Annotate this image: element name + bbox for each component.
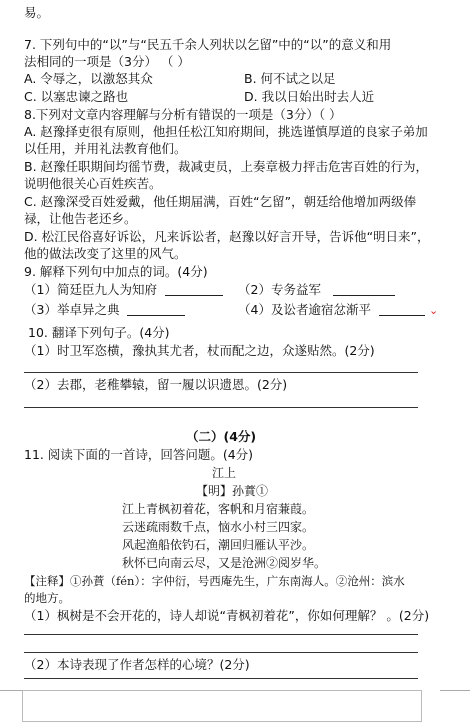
q11-stem: 11. 阅读下面的一首诗，回答问题。(4分) xyxy=(24,447,254,462)
q10-stem: 10. 翻译下列句子。(4分) xyxy=(28,325,170,340)
q7-option-a: A. 令辱之，以激怒其众 xyxy=(24,71,153,86)
q9-item-4 xyxy=(238,301,438,320)
answer-line[interactable] xyxy=(24,678,418,679)
q9-item-3 xyxy=(24,301,185,319)
q8-option-d-line2: 他的做法改变了这里的风气。 xyxy=(24,246,187,261)
poem-line-1: 江上青枫初着花，客帆和月宿蒹葭。 xyxy=(122,502,315,516)
q10-item-2: （2）去郡，老稚攀辕，留一履以识遗恩。(2分) xyxy=(24,377,288,392)
poem-line-4: 秋怀已向南云尽，又是沧洲②阅岁华。 xyxy=(122,556,327,570)
answer-line[interactable] xyxy=(24,652,418,653)
annotation-line-1: 【注释】①孙蕡（fén）：字仲衍，号西庵先生，广东南海人。②沧州：滨水 xyxy=(24,574,405,588)
poem-author: 【明】孙蕡① xyxy=(196,484,269,498)
q9-stem: 9. 解释下列句中加点的词。(4分) xyxy=(24,264,208,279)
q8-option-a-line1: A. 赵豫择吏很有原则，他担任松江知府期间，挑选谨慎厚道的良家子弟加 xyxy=(24,124,428,139)
q8-option-b-line1: B. 赵豫任职期间均徭节费，裁减吏员，上奏章极力抨击危害百姓的行为， xyxy=(24,159,429,174)
q8-option-c-line1: C. 赵豫深受百姓爱戴，他任期届满，百姓“乞留”，朝廷给他增加两级俸 xyxy=(24,194,417,209)
answer-blank-3[interactable] xyxy=(127,303,185,316)
crop-mark-right xyxy=(440,690,470,691)
top-fragment: 易。 xyxy=(24,5,50,20)
q11-sub-1: （1）枫树是不会开花的，诗人却说“青枫初着花”，你如何理解？ 。(2分) xyxy=(24,608,430,623)
answer-blank-4[interactable] xyxy=(379,303,425,316)
poem-line-3: 风起渔船依钓石，潮回归雁认平沙。 xyxy=(122,538,315,552)
crop-mark-left xyxy=(0,690,22,691)
poem-line-2: 云迷疏雨数千点，恼水小村三四家。 xyxy=(122,520,315,534)
annotation-line-2: 的地方。 xyxy=(24,591,70,605)
q7-option-d: D. 我以日始出时去人近 xyxy=(244,89,375,104)
spellcheck-mark-icon: ⌄ xyxy=(428,304,439,317)
poem-title: 江上 xyxy=(212,466,237,480)
q7-option-c: C. 以塞忠谏之路也 xyxy=(24,89,129,104)
q9-item-2 xyxy=(238,281,395,299)
q8-option-a-line2: 以任用，并用礼法教育他们。 xyxy=(24,141,187,156)
answer-blank-1[interactable] xyxy=(165,283,223,296)
q9-item-2-text: （2）专务益军 xyxy=(238,282,321,297)
q9-item-4-text: （4）及讼者逾宿忿渐平 xyxy=(238,302,371,317)
q9-item-3-text: （3）举卓异之典 xyxy=(24,302,120,317)
section-2-title: （二）(4分) xyxy=(186,429,257,444)
answer-line[interactable] xyxy=(24,372,418,373)
q8-stem: 8.下列对文章内容理解与分析有错误的一项是（3分）（ ） xyxy=(24,107,342,122)
answer-line[interactable] xyxy=(24,634,418,635)
answer-line[interactable] xyxy=(24,407,418,408)
q7-option-b: B. 何不试之以足 xyxy=(244,71,336,86)
q9-item-1-text: （1）简廷臣九人为知府 xyxy=(24,282,157,297)
q10-item-1: （1）时卫军恣横，豫执其尤者，杖而配之边，众遂贴然。(2分) xyxy=(24,343,375,358)
page-frame xyxy=(22,690,422,722)
q8-option-c-line2: 禄，让他告老还乡。 xyxy=(24,211,137,226)
q7-stem-line2: 法相同的一项是（3分） （ ） xyxy=(24,54,190,69)
q11-sub-2: （2）本诗表现了作者怎样的心境？(2分) xyxy=(24,657,250,672)
q7-stem-line1: 7. 下列句中的“以”与“民五千余人列状以乞留”中的“以”的意义和用 xyxy=(24,37,392,52)
answer-blank-2[interactable] xyxy=(333,283,395,296)
q9-item-1 xyxy=(24,281,223,299)
q8-option-d-line1: D. 松江民俗喜好诉讼，凡来诉讼者，赵豫以好言开导，告诉他“明日来”， xyxy=(24,229,430,244)
q8-option-b-line2: 说明他很关心百姓疾苦。 xyxy=(24,176,162,191)
